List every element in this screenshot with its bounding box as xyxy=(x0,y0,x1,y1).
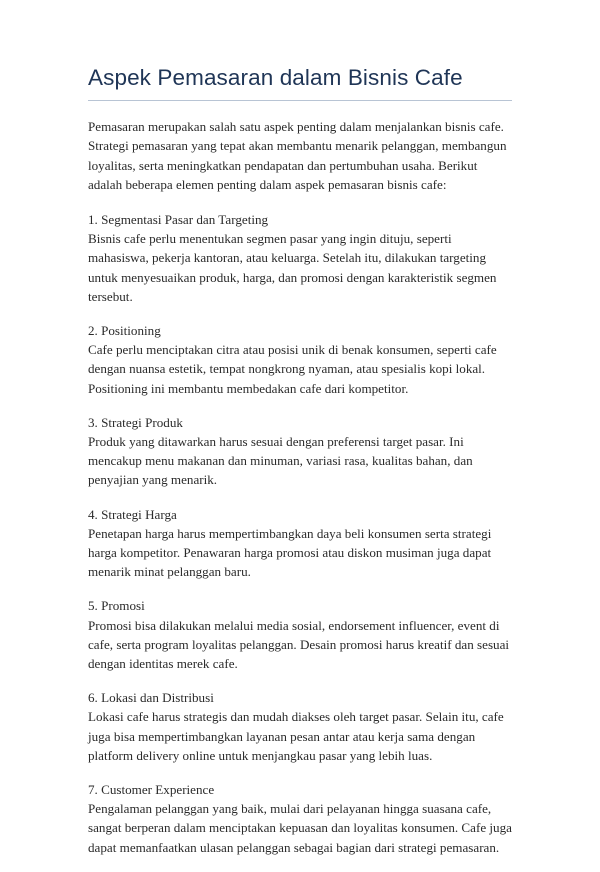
section-item xyxy=(88,413,512,490)
section-text: Produk yang ditawarkan harus sesuai dengan preferensi target pasar. Ini mencakup menu makanan dan minuman, variasi rasa, kualitas bahan, dan penyajian yang menarik. xyxy=(88,433,473,488)
section-heading: 3. Strategi Produk xyxy=(88,414,183,430)
document-body xyxy=(88,64,512,872)
section-heading: 1. Segmentasi Pasar dan Targeting xyxy=(88,211,269,227)
intro-paragraph: Pemasaran merupakan salah satu aspek penting dalam menjalankan bisnis cafe. Strategi pemasaran yang tepat akan membantu menarik pelanggan, membangun loyalitas, serta meningkatkan pendapatan dan pertumbuhan usaha. Berikut adalah beberapa elemen penting dalam aspek pemasaran bisnis cafe: xyxy=(88,119,507,192)
section-item xyxy=(88,688,512,765)
section-item xyxy=(88,505,512,582)
title-divider xyxy=(88,100,512,101)
section-heading: 2. Positioning xyxy=(88,322,161,338)
section-item xyxy=(88,596,512,673)
section-text: Promosi bisa dilakukan melalui media sosial, endorsement influencer, event di cafe, serta program loyalitas pelanggan. Desain promosi harus kreatif dan sesuai dengan identitas merek cafe. xyxy=(88,617,510,671)
section-text: Pengalaman pelanggan yang baik, mulai dari pelayanan hingga suasana cafe, sangat berperan dalam menciptakan kepuasan dan loyalitas konsumen. Cafe juga dapat memanfaatkan ulasan pelanggan sebagai bagian dari strategi pemasaran. xyxy=(88,801,512,855)
section-heading: 7. Customer Experience xyxy=(88,782,215,798)
section-text: Cafe perlu menciptakan citra atau posisi unik di benak konsumen, seperti cafe dengan nuansa estetik, tempat nongkrong nyaman, atau spesialis kopi lokal. Positioning ini membantu membedakan cafe dari kompetitor. xyxy=(88,342,497,396)
section-item xyxy=(88,321,512,398)
section-text: Bisnis cafe perlu menentukan segmen pasar yang ingin dituju, seperti mahasiswa, pekerja kantoran, atau keluarga. Setelah itu, dilakukan targeting untuk menyesuaikan produk, harga, dan promosi dengan karakteristik segmen tersebut. xyxy=(88,231,497,304)
section-text: Penetapan harga harus mempertimbangkan daya beli konsumen serta strategi harga kompetitor. Penawaran harga promosi atau diskon musiman juga dapat menarik minat pelanggan baru. xyxy=(88,525,492,580)
section-item xyxy=(88,210,512,306)
section-heading: 6. Lokasi dan Distribusi xyxy=(88,690,214,706)
section-heading: 5. Promosi xyxy=(88,598,145,614)
section-text: Lokasi cafe harus strategis dan mudah diakses oleh target pasar. Selain itu, cafe juga bisa mempertimbangkan layanan pesan antar atau kerja sama dengan platform delivery online untuk menjangkau pasar yang lebih luas. xyxy=(88,709,504,763)
page-title: Aspek Pemasaran dalam Bisnis Cafe xyxy=(88,65,463,90)
section-item xyxy=(88,780,512,857)
section-heading: 4. Strategi Harga xyxy=(88,506,177,522)
